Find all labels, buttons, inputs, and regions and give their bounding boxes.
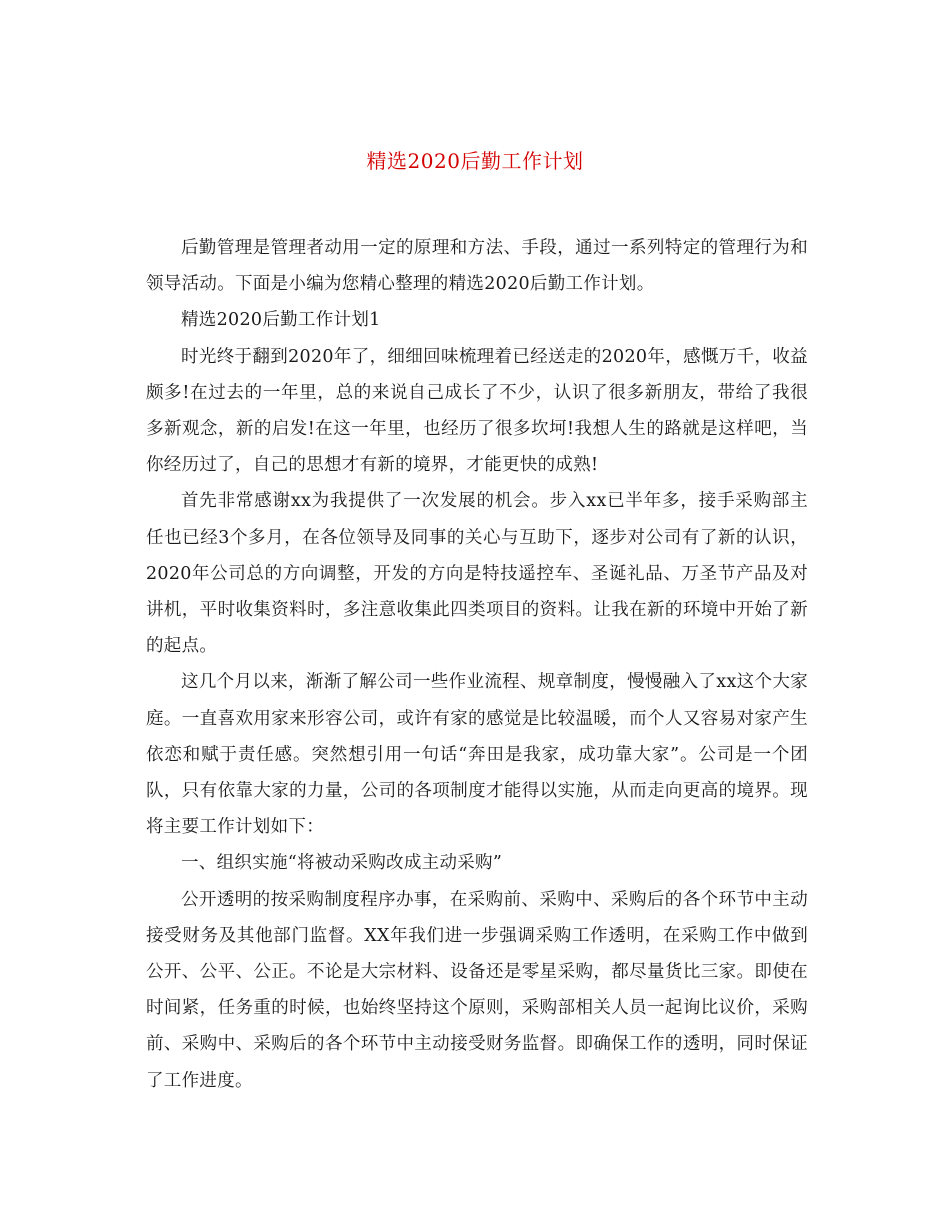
document-title: 精选2020后勤工作计划 [366,149,584,173]
intro-paragraph: 后勤管理是管理者动用一定的原理和方法、手段，通过一系列特定的管理行为和领导活动。下面是小编为您精心整理的精选2020后勤工作计划。 [146,238,808,295]
document-body [146,230,808,1099]
body-paragraph: 这几个月以来，渐渐了解公司一些作业流程、规章制度，慢慢融入了xx这个大家庭。一直喜欢用家来形容公司，或许有家的感觉是比较温暖，而个人又容易对家产生依恋和赋于责任感。突然想引用一句话“奔田是我家，成功靠大家”。公司是一个团队，只有依靠大家的力量，公司的各项制度才能得以实施，从而走向更高的境界。现将主要工作计划如下： [146,672,808,838]
body-paragraph: 首先非常感谢xx为我提供了一次发展的机会。步入xx已半年多，接手采购部主任也已经3个多月，在各位领导及同事的关心与互助下，逐步对公司有了新的认识，2020年公司总的方向调整，开发的方向是特技遥控车、圣诞礼品、万圣节产品及对讲机，平时收集资料时，多注意收集此四类项目的资料。让我在新的环境中开始了新的起点。 [146,491,808,657]
subheading-procurement: 一、组织实施“将被动采购改成主动采购” [181,853,503,874]
section-heading-plan-1: 精选2020后勤工作计划1 [181,310,381,331]
body-paragraph: 公开透明的按采购制度程序办事，在采购前、采购中、采购后的各个环节中主动接受财务及其他部门监督。XX年我们进一步强调采购工作透明，在采购工作中做到公开、公平、公正。不论是大宗材料、设备还是零星采购，都尽量货比三家。即使在时间紧，任务重的时候，也始终坚持这个原则，采购部相关人员一起询比议价，采购前、采购中、采购后的各个环节中主动接受财务监督。即确保工作的透明，同时保证了工作进度。 [146,889,808,1091]
body-paragraph: 时光终于翻到2020年了，细细回味梳理着已经送走的2020年，感慨万千，收益颇多!在过去的一年里，总的来说自己成长了不少，认识了很多新朋友，带给了我很多新观念，新的启发!在这一年里，也经历了很多坎坷!我想人生的路就是这样吧，当你经历过了，自己的思想才有新的境界，才能更快的成熟! [146,346,808,476]
